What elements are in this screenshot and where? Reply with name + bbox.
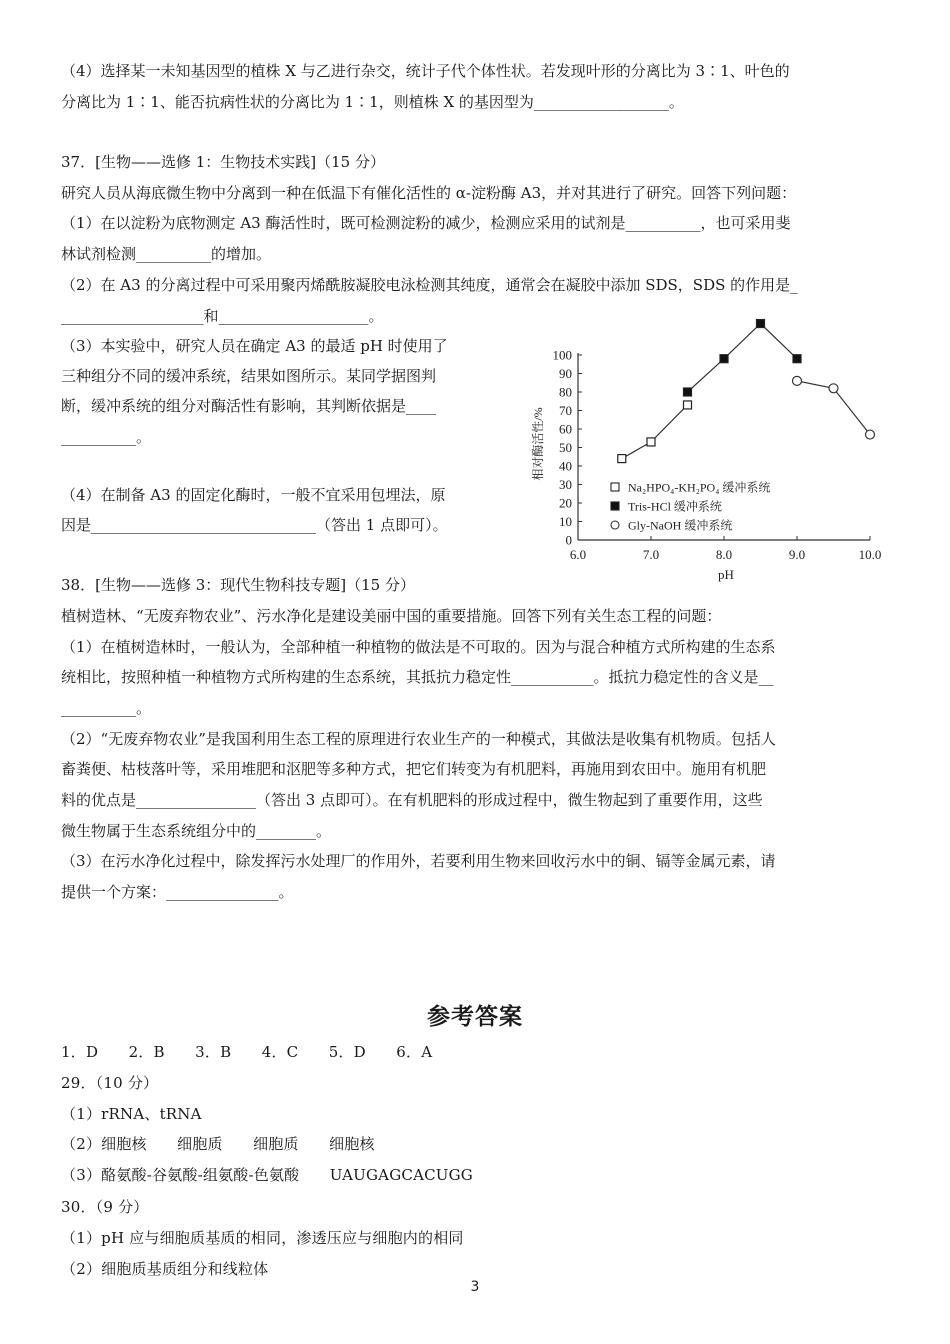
q38-p2-line3: 料的优点是________________（答出 3 点即可）。在有机肥料的形成过程中，微生物起到了重要作用，这些 (61, 791, 763, 809)
y-tick-label: 0 (565, 532, 572, 548)
answers-q29-line1: （1）rRNA、tRNA (61, 1105, 202, 1123)
x-tick-label: 6.0 (569, 547, 587, 562)
answers-q29-line2: （2）细胞核 细胞质 细胞质 细胞核 (61, 1135, 375, 1153)
x-tick-label: 10.0 (858, 547, 882, 562)
answers-q30-line1: （1）pH 应与细胞质基质的相同，渗透压应与细胞内的相同 (61, 1229, 464, 1247)
y-tick-label: 60 (559, 421, 572, 437)
series-line-0 (622, 405, 688, 459)
chart-legend (611, 480, 770, 533)
q37-p2-line2: ___________________和____________________。 (61, 307, 384, 325)
series-line-1 (688, 324, 798, 392)
q38-p1-line1: （1）在植树造林时，一般认为，全部种植一种植物的做法是不可取的。因为与混合种植方式所构建的生态系 (61, 638, 776, 656)
data-point (647, 438, 655, 446)
data-point (793, 376, 802, 385)
q38-p3-line2: 提供一个方案：_______________。 (61, 883, 294, 901)
q38-p2-line1: （2）“无废弃物农业”是我国利用生态工程的原理进行农业生产的一种模式，其做法是收集有机物质。包括人 (61, 730, 776, 748)
data-point (866, 430, 875, 439)
q37-p1-line1: （1）在以淀粉为底物测定 A3 酶活性时，既可检测淀粉的减少，检测应采用的试剂是__________，也可采用斐 (61, 214, 791, 232)
q36-p4-line1: （4）选择某一未知基因型的植株 X 与乙进行杂交，统计子代个体性状。若发现叶形的分离比为 3∶1、叶色的 (61, 62, 790, 80)
y-tick-label: 20 (559, 495, 572, 511)
q36-p4-line2: 分离比为 1∶1、能否抗病性状的分离比为 1∶1，则植株 X 的基因型为__________________。 (61, 93, 684, 111)
q37-p4-line2: 因是______________________________（答出 1 点即可）。 (61, 516, 448, 534)
q38-p1-line3: __________。 (61, 699, 152, 717)
answers-choice: 1．D 2．B 3．B 4．C 5．D 6．A (61, 1043, 433, 1061)
q37-p3-line4: __________。 (61, 428, 152, 446)
q38-p1-line2: 统相比，按照种植一种植物方式所构建的生态系统，其抵抗力稳定性___________。抵抗力稳定性的含义是__ (61, 668, 774, 686)
legend-marker (611, 502, 619, 510)
x-tick-label: 8.0 (715, 547, 733, 562)
q38-p2-line2: 畜粪便、枯枝落叶等，采用堆肥和沤肥等多种方式，把它们转变为有机肥料，再施用到农田中。施用有机肥 (61, 760, 767, 778)
x-tick-label: 9.0 (788, 547, 806, 562)
y-tick-label: 80 (559, 384, 572, 400)
x-tick-label: 7.0 (642, 547, 660, 562)
chart-axes (578, 353, 870, 540)
q38-p2-line4: 微生物属于生态系统组分中的________。 (61, 822, 332, 840)
q37-p4-line1: （4）在制备 A3 的固定化酶时，一般不宜采用包埋法，原 (61, 486, 446, 504)
chart-x-label: pH (718, 567, 734, 582)
q38-header: 38．[生物——选修 3：现代生物科技专题]（15 分） (61, 576, 415, 594)
q37-p3-line2: 三种组分不同的缓冲系统，结果如图所示。某同学据图判 (61, 367, 437, 385)
chart-y-label: 相对酶活性/% (531, 407, 545, 481)
q37-p3-line3: 断，缓冲系统的组分对酶活性有影响，其判断依据是____ (61, 397, 437, 415)
q37-header: 37．[生物——选修 1：生物技术实践]（15 分） (61, 153, 385, 171)
legend-marker (611, 521, 619, 529)
page-number: 3 (470, 1279, 480, 1295)
y-tick-label: 100 (552, 347, 572, 363)
legend-marker (611, 483, 619, 491)
data-point (829, 384, 838, 393)
q37-p3-line1: （3）本实验中，研究人员在确定 A3 的最适 pH 时使用了 (61, 337, 448, 355)
q37-intro: 研究人员从海底微生物中分离到一种在低温下有催化活性的 α-淀粉酶 A3，并对其进行了研究。回答下列问题： (61, 184, 797, 202)
q38-p3-line1: （3）在污水净化过程中，除发挥污水处理厂的作用外，若要利用生物来回收污水中的铜、镉等金属元素，请 (61, 852, 776, 870)
q37-p2-line1: （2）在 A3 的分离过程中可采用聚丙烯酰胺凝胶电泳检测其纯度，通常会在凝胶中添加 SDS，SDS 的作用是_ (61, 276, 798, 294)
q37-p1-line2: 林试剂检测__________的增加。 (61, 245, 272, 263)
legend-label: Gly-NaOH 缓冲系统 (628, 518, 733, 533)
answers-q30-line2: （2）细胞质基质组分和线粒体 (61, 1260, 269, 1278)
y-tick-label: 30 (559, 477, 572, 492)
answers-q30-header: 30．（9 分） (61, 1198, 149, 1216)
legend-label: Na₂HPO₄-KH₂PO₄ 缓冲系统 (628, 480, 771, 495)
y-tick-label: 40 (559, 458, 572, 474)
answers-q29-line3: （3）酪氨酸-谷氨酸-组氨酸-色氨酸 UAUGAGCACUGG (61, 1166, 473, 1184)
answers-title: 参考答案 (427, 1004, 523, 1030)
answers-q29-header: 29．（10 分） (61, 1074, 159, 1092)
data-point (720, 355, 728, 363)
data-point (684, 401, 692, 409)
y-tick-label: 10 (559, 514, 572, 529)
chart-markers (618, 320, 875, 463)
legend-label: Tris-HCl 缓冲系统 (628, 499, 722, 514)
y-tick-label: 70 (559, 403, 572, 418)
data-point (684, 388, 692, 396)
y-tick-label: 50 (559, 440, 572, 455)
data-point (618, 455, 626, 463)
q38-intro: 植树造林、“无废弃物农业”、污水净化是建设美丽中国的重要措施。回答下列有关生态工程的问题： (61, 607, 722, 625)
y-tick-label: 90 (559, 366, 572, 381)
data-point (793, 355, 801, 363)
enzyme-activity-chart (520, 312, 890, 587)
data-point (757, 320, 765, 328)
